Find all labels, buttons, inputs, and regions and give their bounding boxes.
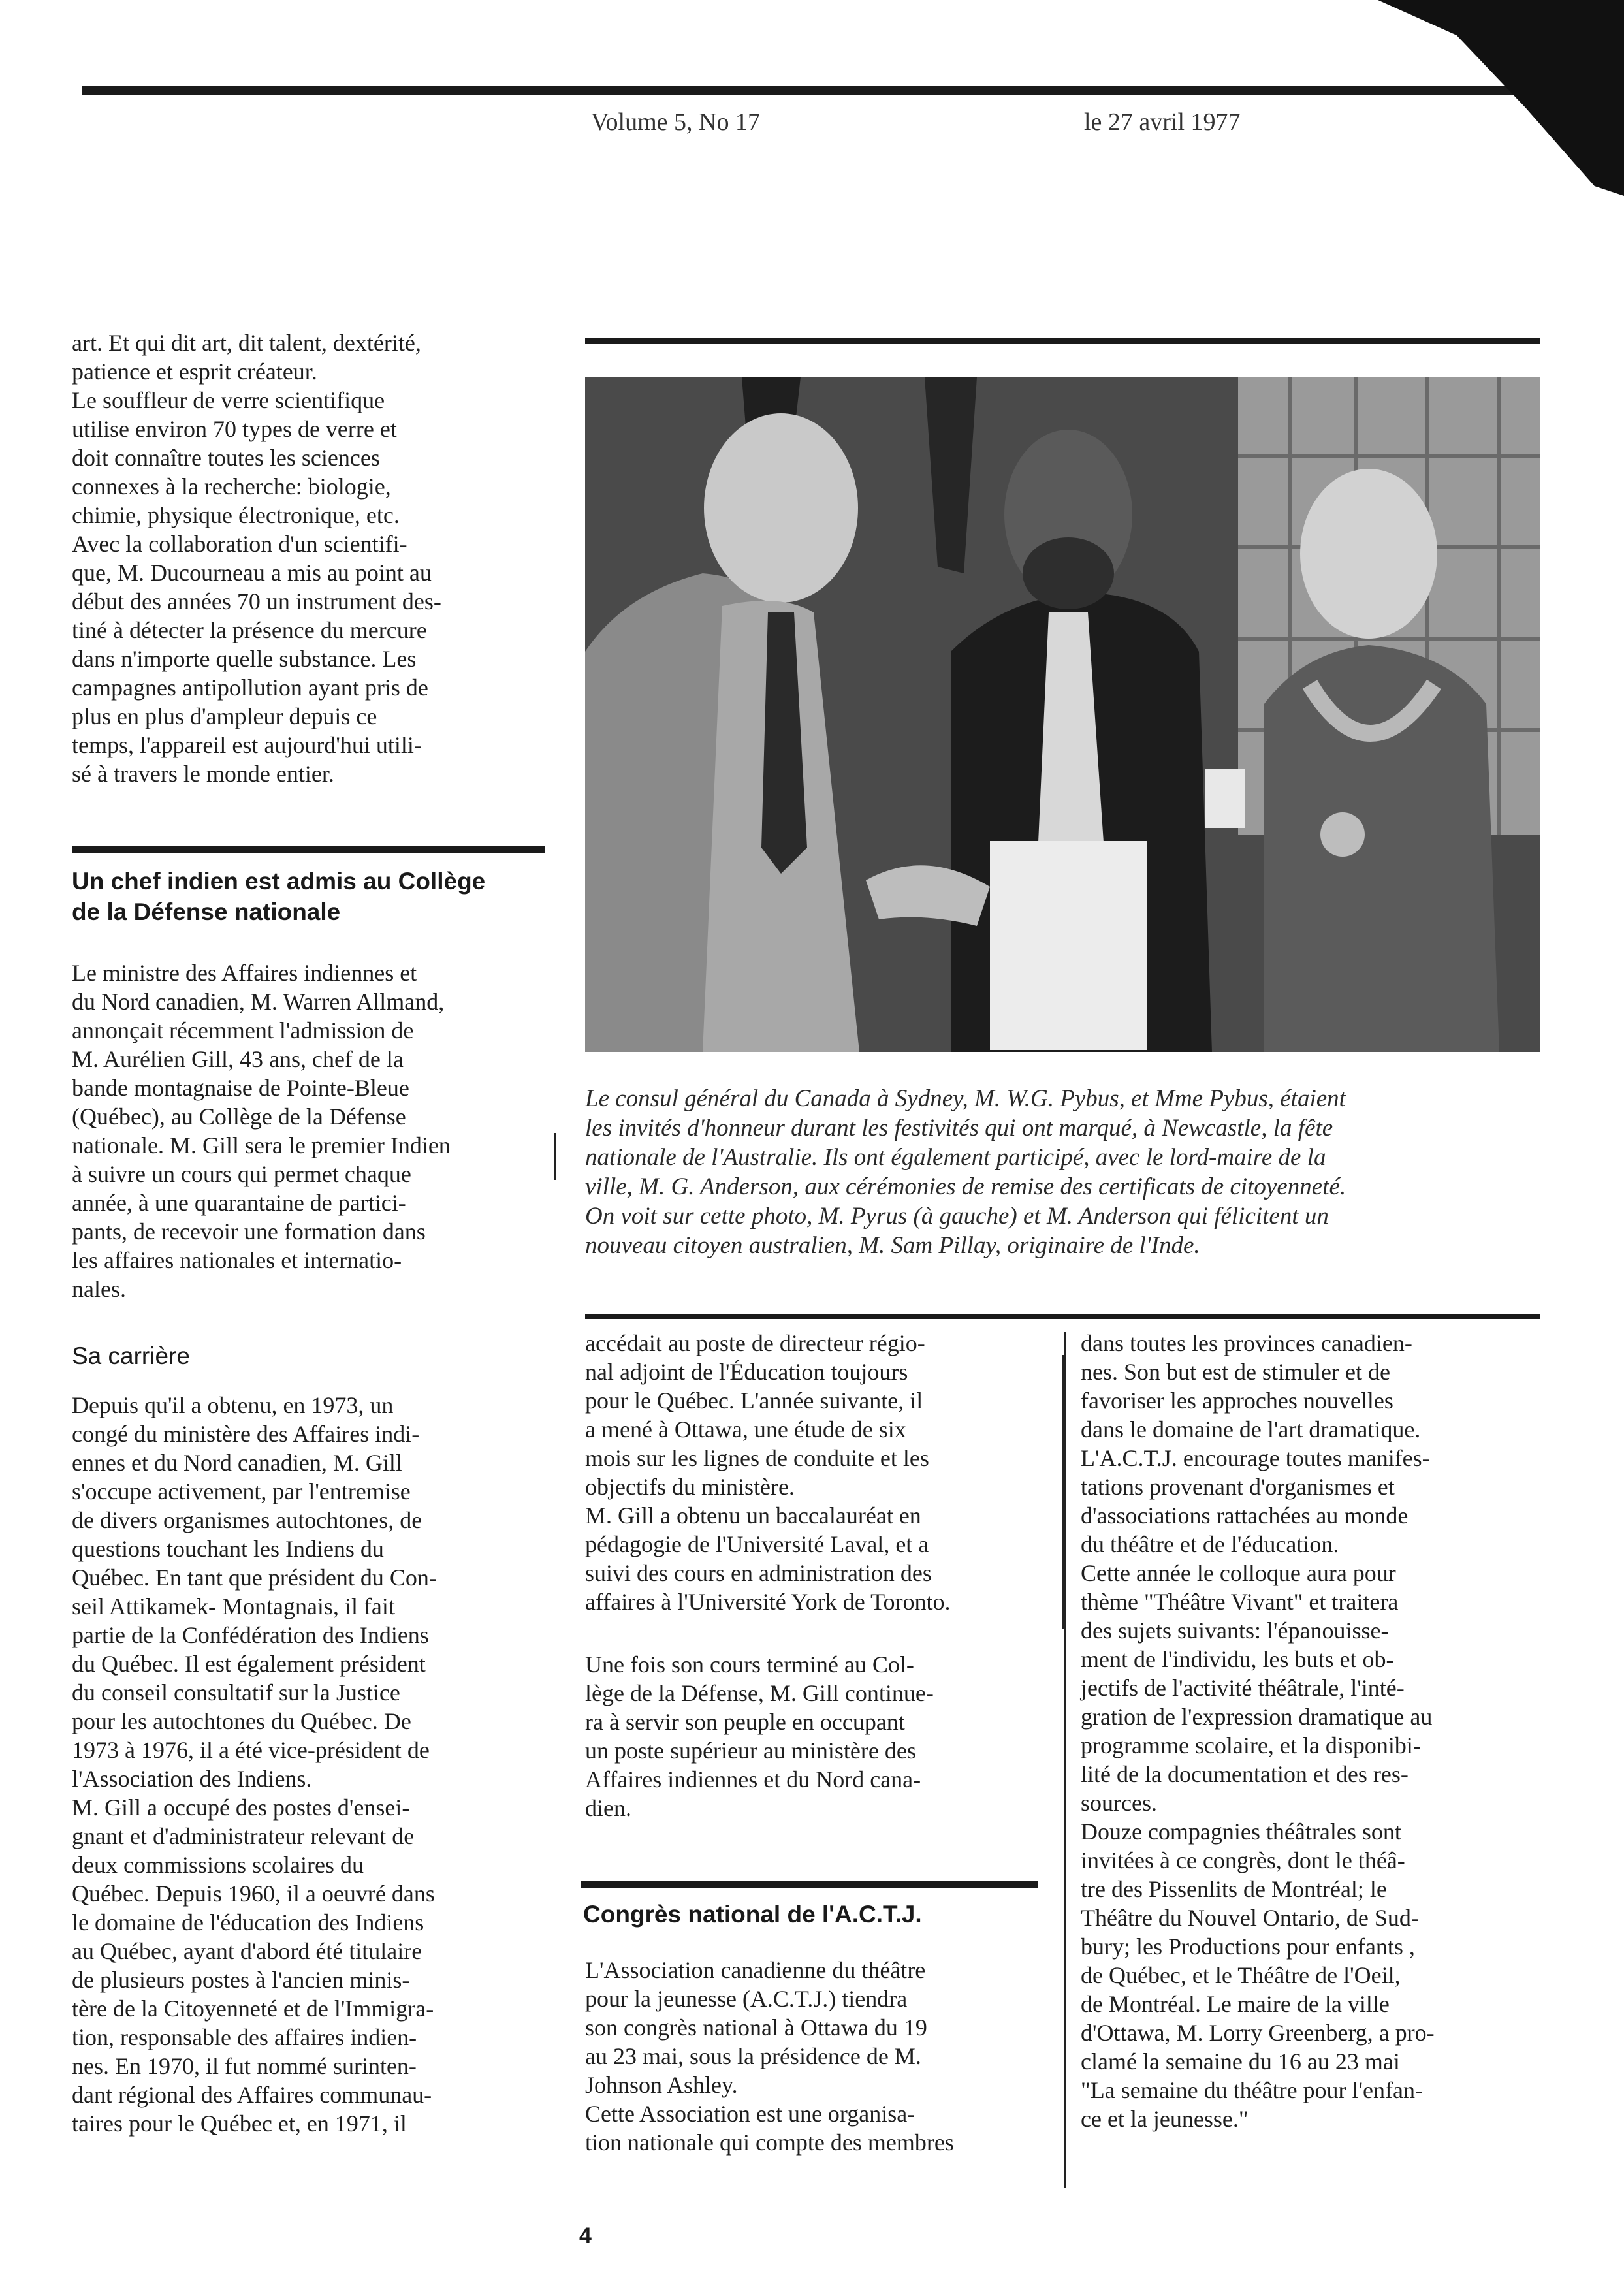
page-number: 4 — [579, 2223, 592, 2248]
header-rule — [82, 86, 1518, 95]
issue-date: le 27 avril 1977 — [1084, 108, 1241, 136]
article-title-text: Un chef indien est admis au Collège de la Défense nationale — [72, 868, 486, 925]
middle-article-rule — [581, 1881, 1038, 1888]
corner-shadow — [1378, 0, 1624, 196]
middle-para2-text: Une fois son cours terminé au Col- lège de la Défense, M. Gill continue- ra à servir son peuple en occupant un poste supérieur au ministère des Affaires indiennes et du Nord cana- dien. — [585, 1651, 934, 1821]
photo-illustration — [585, 377, 1540, 1052]
right-column-text: dans toutes les provinces canadien- nes. Son but est de stimuler et de favoriser les approches nouvelles dans le domaine de l'art dramatique. L'A.C.T.J. encourage toutes manifes- tations provenant d'organismes et d'associations rattachées au monde du théâtre et de l'éducation. Cette année le colloque aura pour thème "Théâtre Vivant" et traitera des sujets suivants: l'épanouisse- ment de l'individu, les buts et ob- jectifs de l'activité théâtrale, l'inté- gration de l'expression dramatique au programme scolaire, et la disponibi- lité de la documentation et des res- sources. Douze compagnies théâtrales sont invitées à ce congrès, dont le théâ- tre des Pissenlits de Montréal; le Théâtre du Nouvel Ontario, de Sud- bury; les Productions pour enfants , de Québec, et le Théâtre de l'Oeil, de Montréal. Le maire de la ville d'Ottawa, M. Lorry Greenberg, a pro- clamé la semaine du 16 au 23 mai "La semaine du théâtre pour l'enfan- ce et la jeunesse." — [1081, 1330, 1435, 2132]
photo-citizenship-ceremony — [585, 377, 1540, 1052]
photo-top-rule — [585, 338, 1540, 344]
left-article-rule — [72, 846, 545, 853]
section-subhead-carriere: Sa carrière — [72, 1343, 190, 1369]
article-title-chef-indien — [72, 866, 555, 927]
photo-bottom-rule — [585, 1314, 1540, 1319]
left-lead-text: Le ministre des Affaires indiennes et du Nord canadien, M. Warren Allmand, annonçait récemment l'admission de M. Aurélien Gill, 43 ans, chef de la bande montagnaise de Pointe-Bleue (Québec), au Collège de la Défense nationale. M. Gill sera le premier Indien à suivre un cours qui permet chaque année, à une quarantaine de partici- pants, de recevoir une formation dans les affaires nationales et internatio- nales. — [72, 960, 451, 1302]
right-column-divider — [1064, 1332, 1066, 2188]
left-career-text: Depuis qu'il a obtenu, en 1973, un congé du ministère des Affaires indi- ennes et du Nord canadien, M. Gill s'occupe activement, par l'entremise de divers organismes autochtones, de questions touchant les Indiens du Québec. En tant que président du Con- seil Attikamek- Montagnais, il fait partie de la Confédération des Indiens du Québec. Il est également président du conseil consultatif sur la Justice pour les autochtones du Québec. De 1973 à 1976, il a été vice-président de l'Association des Indiens. M. Gill a occupé des postes d'ensei- gnant et d'administrateur relevant de deux commissions scolaires du Québec. Depuis 1960, il a oeuvré dans le domaine de l'éducation des Indiens au Québec, ayant d'abord été titulaire de plusieurs postes à l'ancien minis- tère de la Citoyenneté et de l'Immigra- tion, responsable des affaires indien- nes. En 1970, il fut nommé surinten- dant régional des Affaires communau- taires pour le Québec et, en 1971, il — [72, 1392, 437, 2137]
article-title-actj: Congrès national de l'A.C.T.J. — [583, 1901, 922, 1928]
issue-volume: Volume 5, No 17 — [591, 108, 760, 136]
lead-bracket-line — [554, 1133, 556, 1180]
middle-actj-body: L'Association canadienne du théâtre pour la jeunesse (A.C.T.J.) tiendra son congrès national à Ottawa du 19 au 23 mai, sous la présidence de M. Johnson Ashley. Cette Association est une organisa- tion nationale qui compte des membres — [585, 1957, 954, 2156]
photo-caption: Le consul général du Canada à Sydney, M. W.G. Pybus, et Mme Pybus, étaient les invités d'honneur durant les festivités qui ont marqué, à Newcastle, la fête nationale de l'Australie. Ils ont également participé, avec le lord-maire de la ville, M. G. Anderson, aux cérémonies de remise des certificats de citoyenneté. On voit sur cette photo, M. Pyrus (à gauche) et M. Anderson qui félicitent un nouveau citoyen australien, M. Sam Pillay, originaire de l'Inde. — [585, 1085, 1346, 1259]
left-intro-text: art. Et qui dit art, dit talent, dextérité, patience et esprit créateur. Le souffleur de verre scientifique utilise environ 70 types de verre et doit connaître toutes les sciences connexes à la recherche: biologie, chimie, physique électronique, etc. Avec la collaboration d'un scientifi- que, M. Ducourneau a mis au point au début des années 70 un instrument des- tiné à détecter la présence du mercure dans n'importe quelle substance. Les campagnes antipollution ayant pris de plus en plus d'ampleur depuis ce temps, l'appareil est aujourd'hui utili- sé à travers le monde entier. — [72, 330, 441, 787]
middle-continuation-text: accédait au poste de directeur régio- nal adjoint de l'Éducation toujours pour le Québec. L'année suivante, il a mené à Ottawa, une étude de six mois sur les lignes de conduite et les objectifs du ministère. M. Gill a obtenu un baccalauréat en pédagogie de l'Université Laval, et a suivi des cours en administration des affaires à l'Université York de Toronto. — [585, 1330, 951, 1615]
